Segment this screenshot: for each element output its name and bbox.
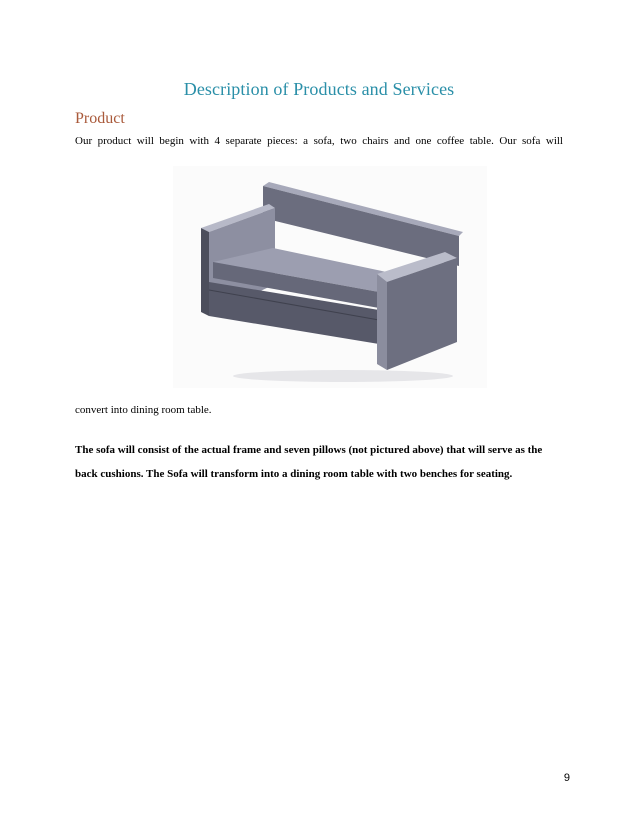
section-heading: Product (75, 110, 125, 127)
page-number: 9 (563, 772, 570, 784)
detail-paragraph: The sofa will consist of the actual frame and seven pillows (not pictured above) that will serve as the back cushions. The Sofa will transform into a dining room table with two benches for seating. (75, 444, 543, 480)
sofa-image (173, 166, 487, 388)
sofa-illustration (173, 166, 487, 388)
continuation-paragraph: convert into dining room table. (75, 404, 212, 416)
page-title: Description of Products and Services (183, 79, 455, 99)
intro-paragraph: Our product will begin with 4 separate pieces: a sofa, two chairs and one coffee table. Our sofa will (75, 135, 563, 147)
